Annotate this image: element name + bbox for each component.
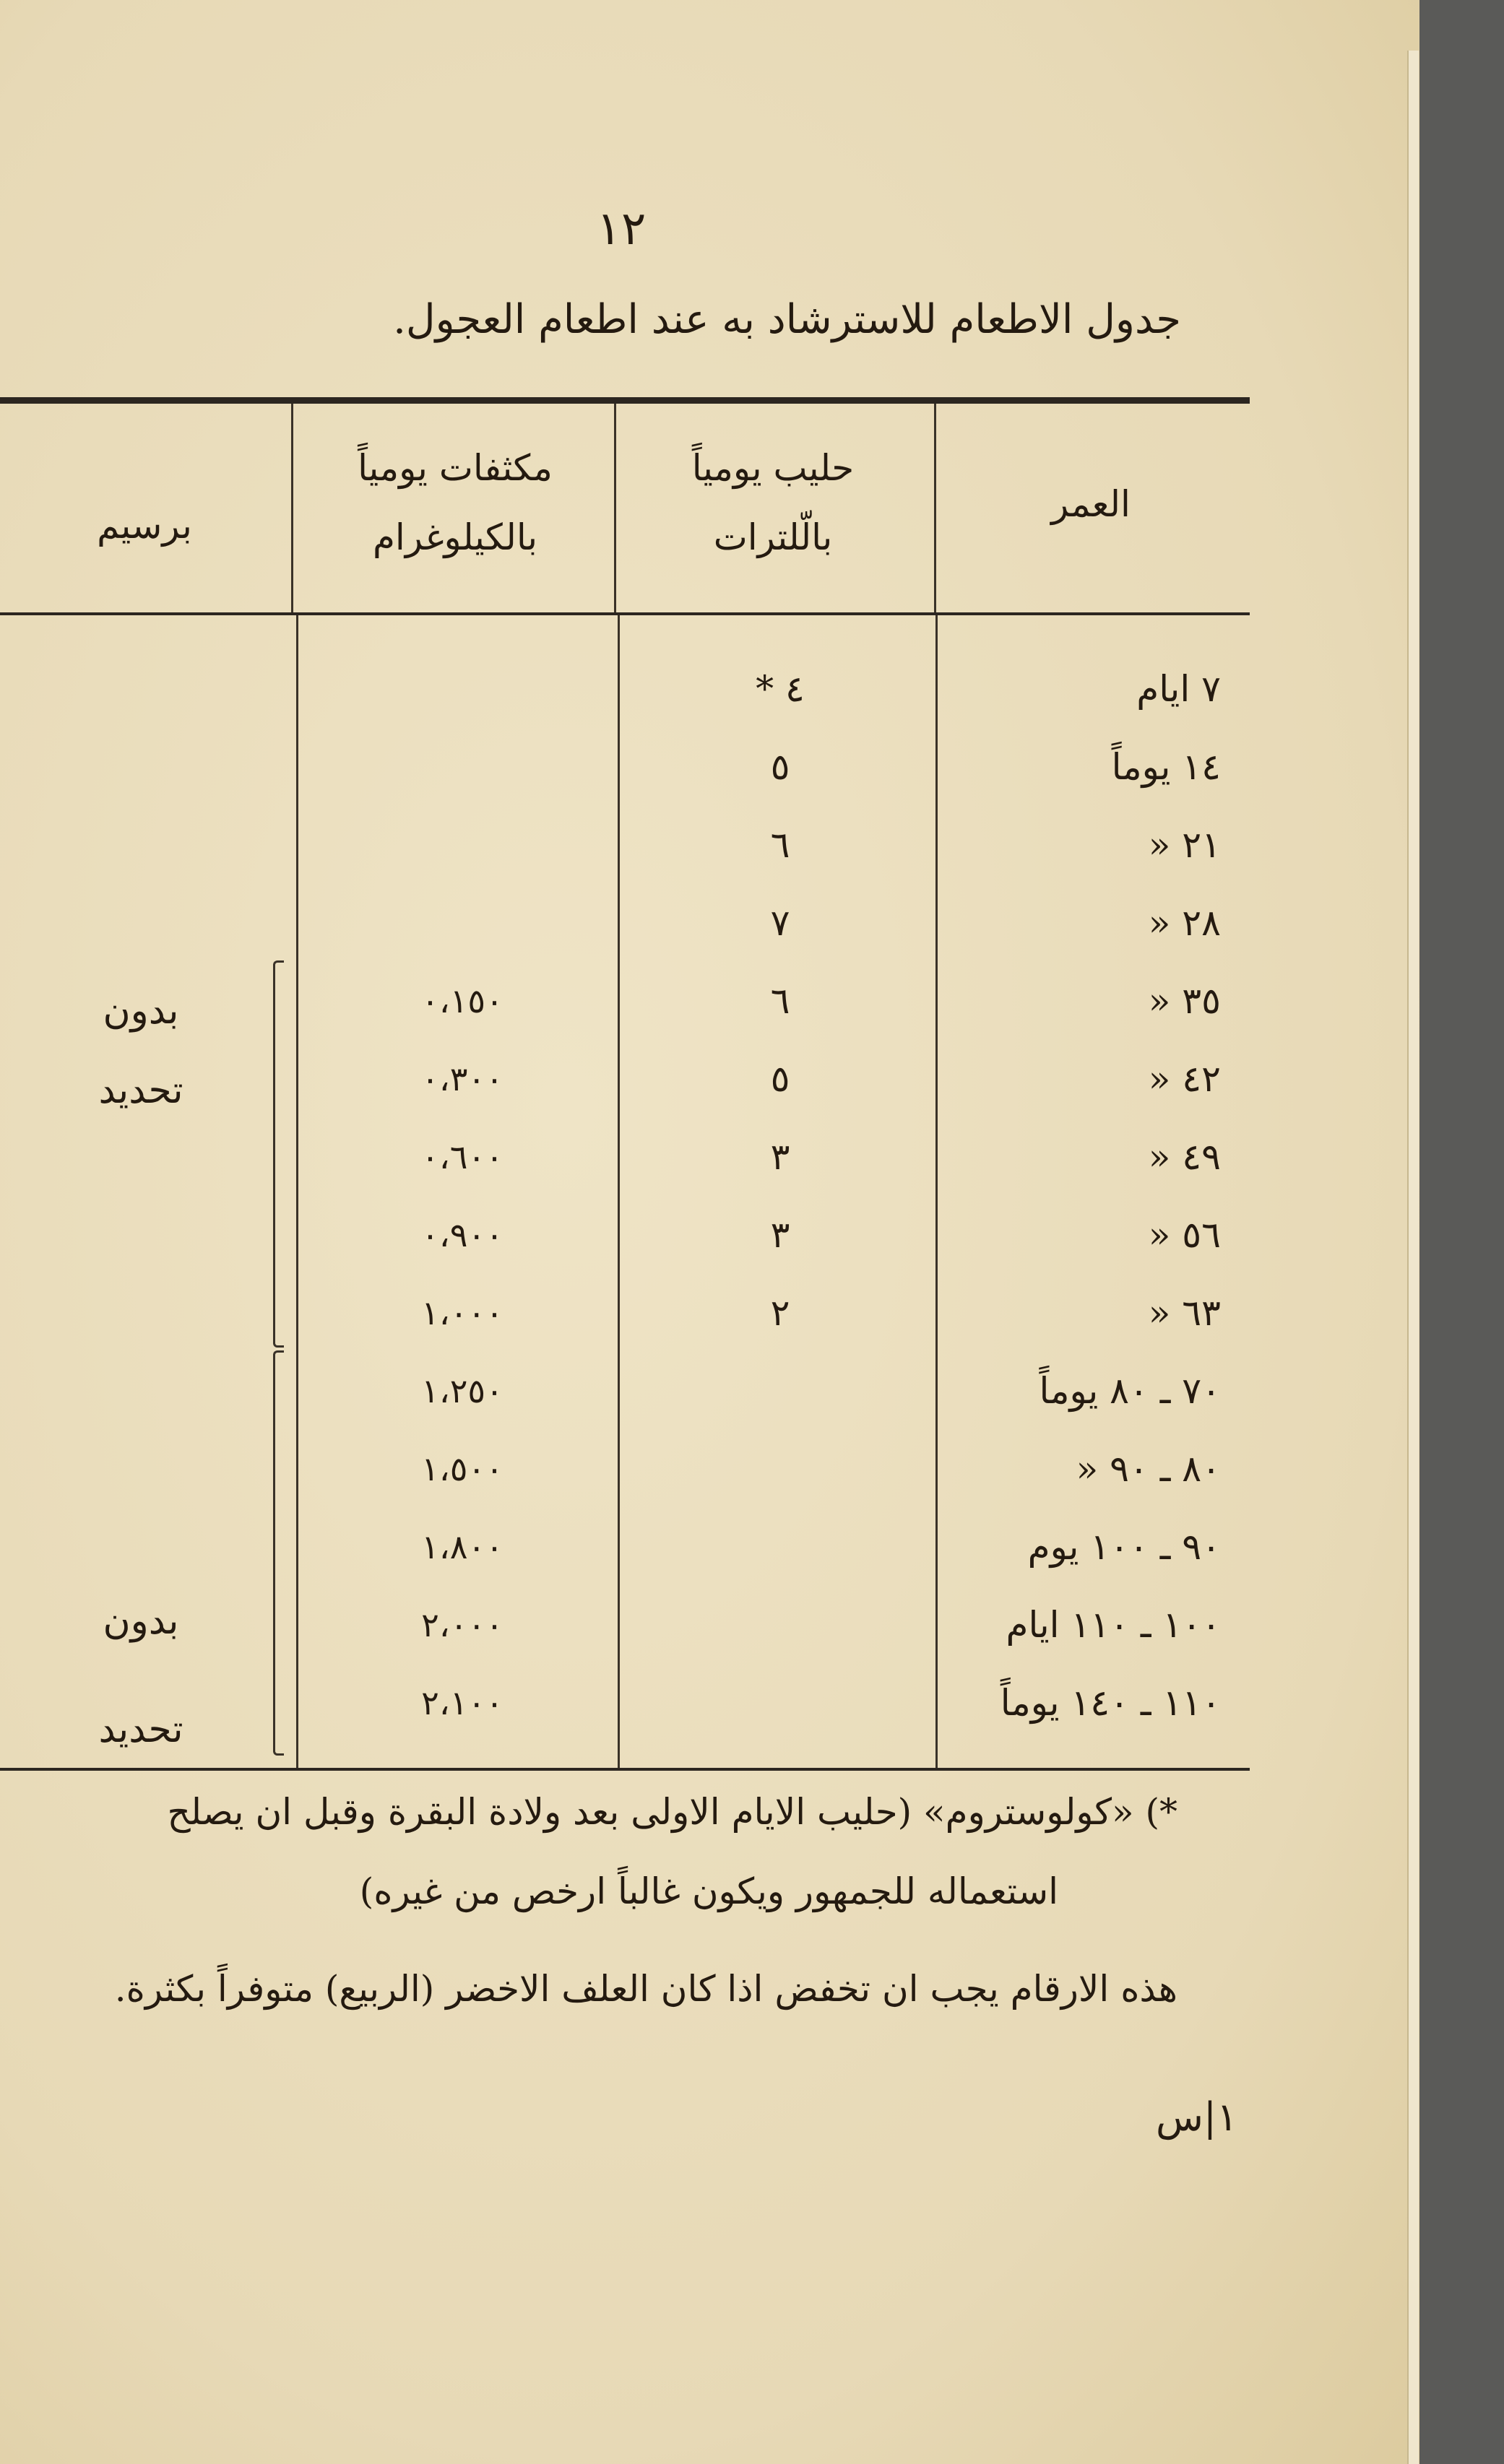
header-pasture: برسيم (97, 505, 192, 547)
table-row-concentrate: ١،٢٥٠ (421, 1371, 504, 1410)
header-concentrate: مكثفات يومياً بالكيلوغرام (358, 447, 553, 558)
footnote-colostrum-cont: استعماله للجمهور ويكون غالباً ارخص من غيره) (359, 1870, 1058, 1912)
page-edge (1407, 51, 1419, 2464)
table-row-age: ٣٥ « (1148, 980, 1221, 1022)
pasture-note-top: بدون تحديد (98, 989, 183, 1112)
footnote-colostrum: *) «كولوستروم» (حليب الايام الاولى بعد ولادة البقرة وقبل ان يصلح (167, 1791, 1177, 1833)
table-row-age: ٢١ « (1148, 824, 1221, 866)
table-row-age: ٤٩ « (1148, 1136, 1221, 1178)
pasture-note-bottom: بدون تحديد (98, 1600, 183, 1751)
header-milk: حليب يومياً بالّلترات (691, 447, 855, 558)
table-row-age: ٤٢ « (1148, 1058, 1221, 1100)
table-row-age: ٨٠ ـ ٩٠ « (1076, 1448, 1221, 1490)
table-row-age: ٢٨ « (1148, 902, 1221, 944)
table-title: جدول الاطعام للاسترشاد به عند اطعام العجول. (393, 296, 1181, 343)
table-row-concentrate: ١،٠٠٠ (421, 1293, 504, 1332)
signature-mark: ١|س (1156, 2094, 1238, 2140)
header-rule (0, 612, 1250, 615)
footnote-figures-note: هذه الارقام يجب ان تخفض اذا كان العلف الاخضر (الربيع) متوفراً بكثرة. (114, 1968, 1177, 2010)
table-row-concentrate: ٢،١٠٠ (421, 1683, 504, 1722)
table-row-concentrate: ٠،٦٠٠ (421, 1137, 504, 1176)
table-row-age: ١١٠ ـ ١٤٠ يوماً (1000, 1682, 1221, 1724)
table-row-age: ١٤ يوماً (1111, 746, 1221, 788)
table-row-milk: ٥ (770, 1058, 790, 1100)
table-row-milk: ٦ (770, 980, 790, 1022)
table-row-milk: ٣ (770, 1136, 790, 1178)
table-row-age: ٦٣ « (1148, 1292, 1221, 1334)
table-row-milk: ٣ (770, 1214, 790, 1256)
table-row-age: ٥٦ « (1148, 1214, 1221, 1256)
table-row-milk: ٦ (770, 824, 790, 866)
table-row-age: ٧٠ ـ ٨٠ يوماً (1039, 1370, 1221, 1412)
table-row-milk: ٧ (770, 902, 790, 944)
header-age: العمر (1051, 483, 1131, 525)
bracket-top (273, 960, 284, 1348)
table-row-age: ١٠٠ ـ ١١٠ ايام (1006, 1604, 1221, 1646)
page-number: ١٢ (596, 202, 647, 256)
table-row-milk: ٥ (770, 746, 790, 788)
table-row-concentrate: ٠،٩٠٠ (421, 1215, 504, 1254)
table-row-milk: ٢ (770, 1292, 790, 1334)
bracket-bottom (273, 1350, 284, 1756)
table-row-concentrate: ١،٨٠٠ (421, 1527, 504, 1566)
table-row-concentrate: ٢،٠٠٠ (421, 1605, 504, 1644)
table-row-concentrate: ٠،١٥٠ (421, 981, 504, 1020)
table-row-concentrate: ١،٥٠٠ (421, 1449, 504, 1488)
table-row-concentrate: ٠،٣٠٠ (421, 1059, 504, 1098)
table-row-age: ٩٠ ـ ١٠٠ يوم (1027, 1526, 1221, 1568)
table-row-age: ٧ ايام (1136, 668, 1221, 710)
top-rule (0, 397, 1250, 404)
table-row-milk: ٤ * (756, 668, 805, 710)
